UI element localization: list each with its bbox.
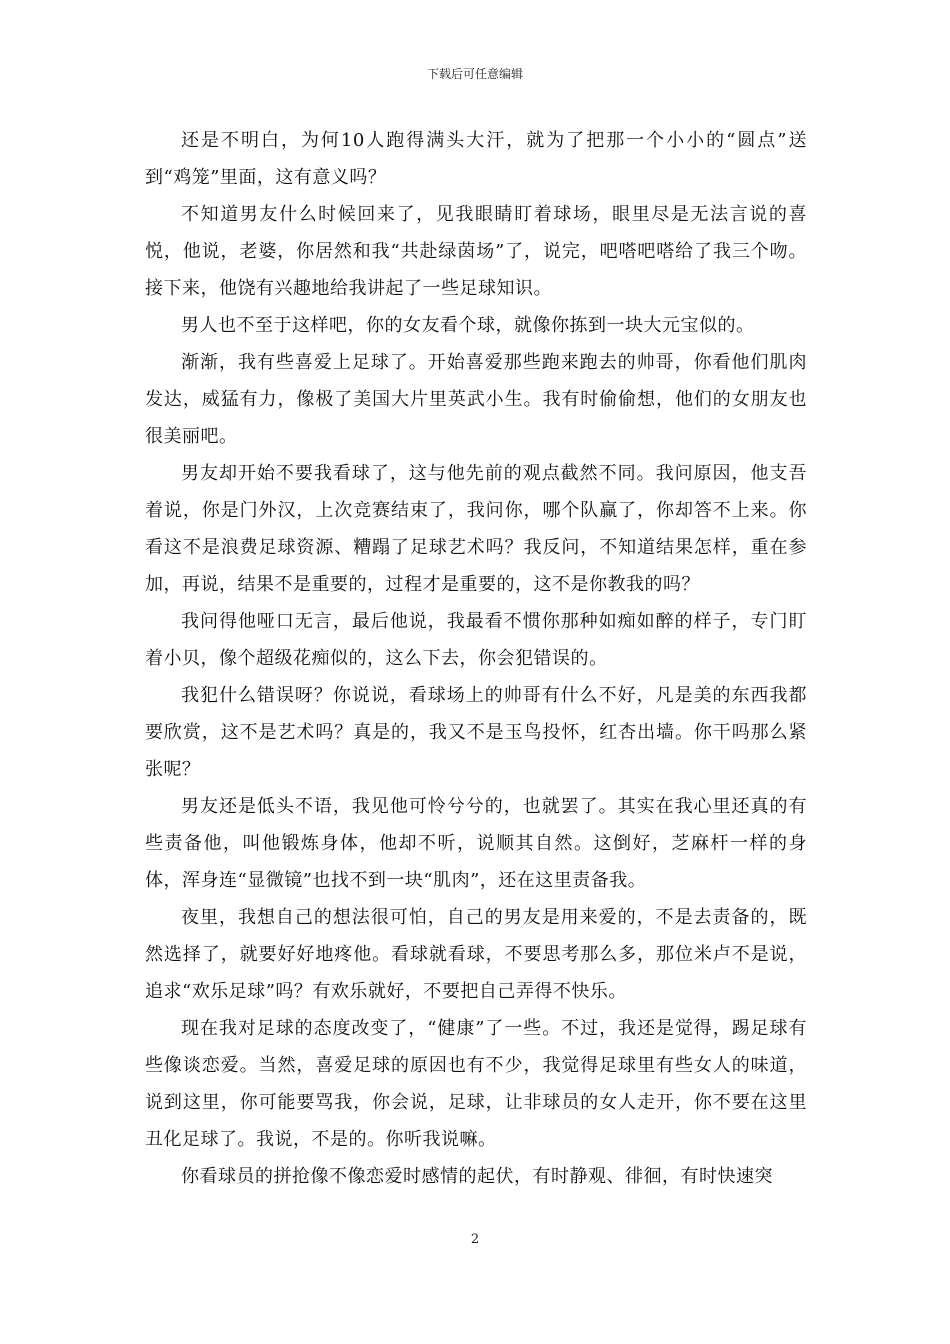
paragraph: 渐渐，我有些喜爱上足球了。开始喜爱那些跑来跑去的帅哥，你看他们肌肉发达，威猛有力，像极了美国大片里英武小生。我有时偷偷想，他们的女朋友也很美丽吧。 [145, 352, 807, 447]
paragraph: 不知道男友什么时候回来了，见我眼睛盯着球场，眼里尽是无法言说的喜悦，他说，老婆，你居然和我“共赴绿茵场”了，说完，吧嗒吧嗒给了我三个吻。接下来，他饶有兴趣地给我讲起了一些足球知识。 [145, 204, 807, 299]
paragraph: 现在我对足球的态度改变了，“健康”了一些。不过，我还是觉得，踢足球有些像谈恋爱。当然，喜爱足球的原因也有不少，我觉得足球里有些女人的味道，说到这里，你可能要骂我，你会说，足球，让非球员的女人走开，你不要在这里丑化足球了。我说，不是的。你听我说嘛。 [145, 1018, 807, 1150]
paragraph: 夜里，我想自己的想法很可怕，自己的男友是用来爱的，不是去责备的，既然选择了，就要好好地疼他。看球就看球，不要思考那么多，那位米卢不是说，追求“欢乐足球”吗？有欢乐就好，不要把自己弄得不快乐。 [145, 907, 807, 1002]
paragraph: 我犯什么错误呀？你说说，看球场上的帅哥有什么不好，凡是美的东西我都要欣赏，这不是艺术吗？真是的，我又不是玉鸟投怀，红杏出墙。你干吗那么紧张呢？ [145, 685, 807, 780]
paragraph: 我问得他哑口无言，最后他说，我最看不惯你那种如痴如醉的样子，专门盯着小贝，像个超级花痴似的，这么下去，你会犯错误的。 [145, 611, 807, 669]
paragraph: 你看球员的拼抢像不像恋爱时感情的起伏，有时静观、徘徊，有时快速突 [181, 1166, 773, 1187]
paragraph: 男友还是低头不语，我见他可怜兮兮的，也就罢了。其实在我心里还真的有些责备他，叫他锻炼身体，他却不听，说顺其自然。这倒好，芝麻杆一样的身体，浑身连“显微镜”也找不到一块“肌肉”，还在这里责备我。 [145, 796, 807, 891]
document-body [145, 122, 807, 1195]
page-number: 2 [470, 1232, 480, 1247]
page-header: 下载后可任意编辑 [426, 67, 523, 81]
paragraph: 男人也不至于这样吧，你的女友看个球，就像你拣到一块大元宝似的。 [181, 315, 755, 336]
paragraph: 男友却开始不要我看球了，这与他先前的观点截然不同。我问原因，他支吾着说，你是门外汉，上次竞赛结束了，我问你，哪个队赢了，你却答不上来。你看这不是浪费足球资源、糟蹋了足球艺术吗？我反问，不知道结果怎样，重在参加，再说，结果不是重要的，过程才是重要的，这不是你教我的吗？ [145, 463, 807, 595]
paragraph: 还是不明白，为何10人跑得满头大汗，就为了把那一个小小的“圆点”送到“鸡笼”里面，这有意义吗？ [145, 130, 807, 188]
